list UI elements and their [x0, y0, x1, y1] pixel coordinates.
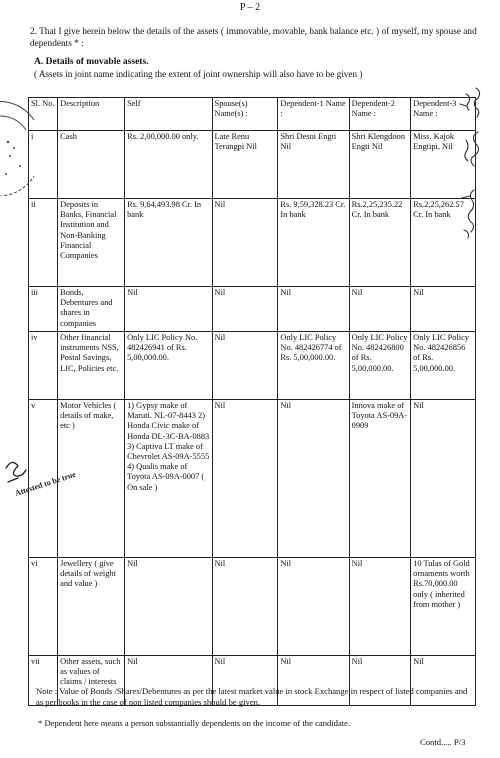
table-cell: Motor Vehicles ( details of make, etc ): [58, 400, 125, 558]
table-cell: Nil: [278, 656, 349, 706]
table-cell: Late Renu Terangpi Nil: [212, 131, 278, 199]
table-cell: 10 Tulas of Gold ornaments worth Rs.70,000.00 only ( inherited from mother ): [411, 558, 476, 656]
table-cell: vi: [29, 558, 58, 656]
table-cell: Bonds, Debentures and shares in companies: [58, 287, 125, 332]
table-cell: Rs.2,25,262.57 Cr. In bank: [411, 199, 476, 287]
page-number: P – 2: [239, 2, 261, 13]
header-dependent-1: Dependent-1 Name :: [278, 98, 349, 131]
attestation-stamp: [2, 452, 94, 512]
table-cell: Nil: [411, 287, 476, 332]
table-cell: Nil: [411, 400, 476, 558]
table-row: [29, 287, 476, 332]
table-row: [29, 332, 476, 400]
table-cell: iv: [29, 332, 58, 400]
table-cell: Rs. 9,59,328.23 Cr. In bank: [278, 199, 349, 287]
table-cell: Nil: [411, 656, 476, 706]
movable-assets-table: [28, 97, 476, 706]
table-cell: Nil: [212, 558, 278, 656]
header-self: Self: [125, 98, 212, 131]
table-cell: Rs.2,25,235.22 Cr. In bank: [349, 199, 411, 287]
header-spouse: Spouse(s) Name(s) :: [212, 98, 278, 131]
header-description: Description: [58, 98, 125, 131]
table-cell: Only LIC Policy No. 482426941 of Rs. 5,00,000.00.: [125, 332, 212, 400]
table-cell: Miss. Kajok Engtipi, Nil: [411, 131, 476, 199]
table-cell: Nil: [212, 199, 278, 287]
handwritten-signature: [448, 80, 490, 270]
table-cell: vii: [29, 656, 58, 706]
table-cell: Nil: [125, 287, 212, 332]
table-cell: Shri Desoi Engti Nil: [278, 131, 349, 199]
table-cell: Deposits in Banks, Financial Institution and Non-Banking Financial Companies: [58, 199, 125, 287]
table-cell: Jewellery ( give details of weight and value ): [58, 558, 125, 656]
section-subtitle: ( Assets in joint name indicating the extent of joint ownership will also have to be given ): [34, 69, 363, 79]
table-cell: ii: [29, 199, 58, 287]
table-cell: i: [29, 131, 58, 199]
table-cell: Rs. 9,64,493.98 Cr. In bank: [125, 199, 212, 287]
table-cell: Only LIC Policy No. 482426856 of Rs. 5,00,000.00.: [411, 332, 476, 400]
table-row: [29, 131, 476, 199]
table-cell: 1) Gypsy make of Maruti. NL-07-8443 2) Honda Civic make of Honda DL-3C-BA-0883 3) Captiva LT make of Chevrolet AS-09A-5555 4) Qualis make of Toyota AS-09A-0007 ( On sale ): [125, 400, 212, 558]
table-cell: Nil: [278, 558, 349, 656]
table-cell: Nil: [349, 287, 411, 332]
table-row: [29, 199, 476, 287]
stamp-lettering: Attested to be true: [13, 469, 77, 498]
table-cell: Nil: [212, 400, 278, 558]
header-sl-no: Sl. No.: [29, 98, 58, 131]
intro-paragraph: 2. That I give herein below the details of the assets ( immovable, movable, bank balance etc. ) of myself, my spouse and dependents * :: [30, 27, 477, 49]
table-row: [29, 400, 476, 558]
header-dependent-3: Dependent-3 Name :: [411, 98, 476, 131]
table-cell: Nil: [125, 656, 212, 706]
table-cell: Shri Klengdoon Engti Nil: [349, 131, 411, 199]
table-cell: Nil: [278, 287, 349, 332]
table-cell: Nil: [212, 287, 278, 332]
note-text: Note : Value of Bonds /Shares/Debentures as per the latest market value in stock Exchange in respect of listed companies and as per books in the case of non listed companies should be given.: [36, 686, 468, 707]
rubber-stamp-top: [0, 96, 36, 196]
table-cell: Innova make of Toyota AS-09A-0909: [349, 400, 411, 558]
table-cell: v: [29, 400, 58, 558]
table-cell: Nil: [212, 332, 278, 400]
table-cell: Only LIC Policy No. 482426800 of Rs. 5,00,000.00.: [349, 332, 411, 400]
table-header-row: [29, 98, 476, 131]
header-dependent-2: Dependent-2 Name :: [349, 98, 411, 131]
table-cell: Nil: [212, 656, 278, 706]
table-cell: iii: [29, 287, 58, 332]
section-title: A. Details of movable assets.: [34, 57, 149, 67]
table-cell: Nil: [125, 558, 212, 656]
table-cell: Only LIC Policy No. 482426774 of Rs. 5,00,000.00.: [278, 332, 349, 400]
continued-marker: Contd..... P/3: [420, 737, 466, 747]
table-cell: Nil: [278, 400, 349, 558]
dependent-footnote: * Dependent here means a person substantially dependents on the income of the candidate.: [38, 718, 351, 728]
table-cell: Other financial instruments NSS, Postal Savings, LIC, Policies etc.: [58, 332, 125, 400]
table-cell: Rs. 2,00,000.00 only.: [125, 131, 212, 199]
table-cell: Other assets, such as values of claims / interests: [58, 656, 125, 706]
table-cell: Cash: [58, 131, 125, 199]
table-cell: Nil: [349, 656, 411, 706]
table-cell: Nil: [349, 558, 411, 656]
table-row: [29, 558, 476, 656]
